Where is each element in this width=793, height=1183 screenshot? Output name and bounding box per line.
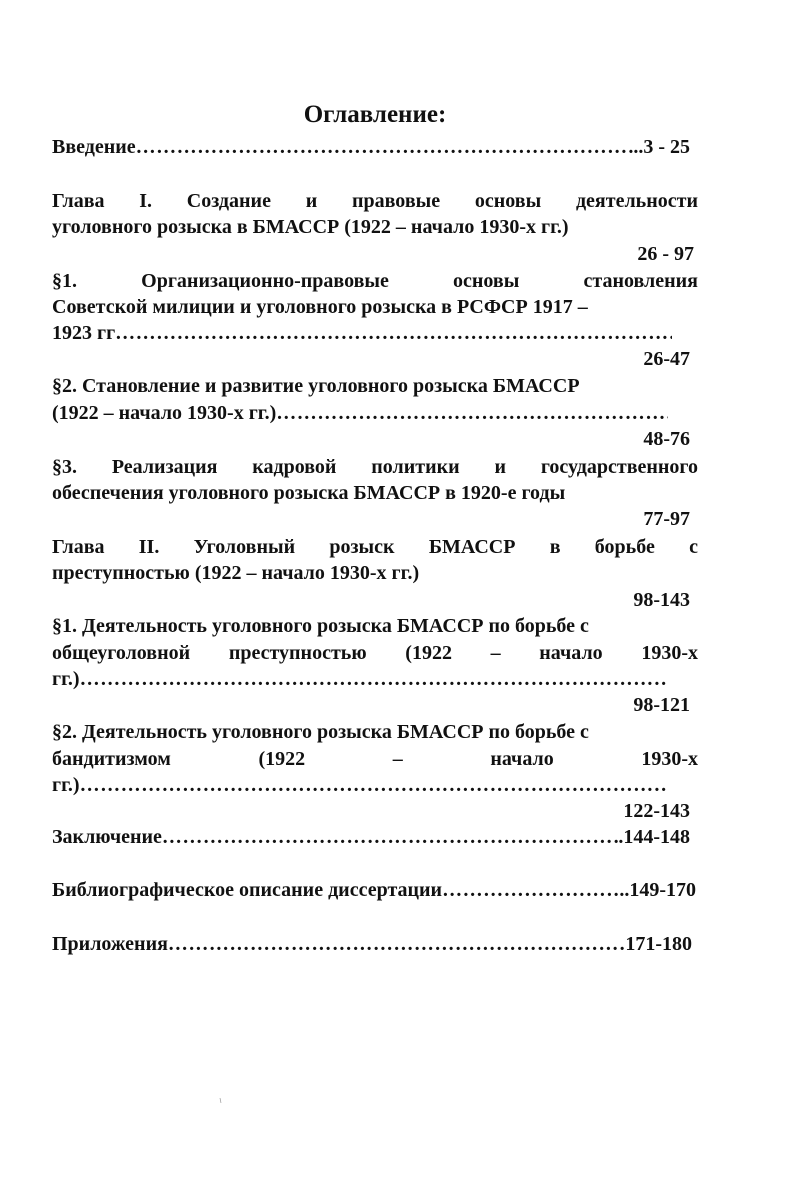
word: государственного	[540, 456, 698, 478]
word: I.	[139, 190, 153, 212]
word: начало	[539, 642, 603, 664]
word: борьбе	[594, 536, 655, 558]
word: Уголовный	[193, 536, 296, 558]
word: основы	[453, 270, 520, 292]
word: основы	[474, 190, 542, 212]
word: начало	[490, 748, 554, 770]
word: политики	[371, 456, 460, 478]
word: становления	[583, 270, 698, 292]
entry-pages: ..3 - 25	[633, 136, 690, 158]
word: –	[490, 642, 501, 664]
word: §3.	[52, 456, 77, 478]
word: преступностью	[228, 642, 367, 664]
entry-text: гг.)	[52, 774, 80, 796]
word: 1930-х	[641, 642, 698, 664]
toc-chapter-1-line-2: уголовного розыска в БМАССР (1922 – начало 1930-х гг.)	[52, 216, 569, 238]
toc-section-1-3-line-1	[52, 454, 698, 480]
word: с	[689, 536, 698, 558]
toc-section-1-1-pages: 26-47	[643, 348, 690, 370]
word: правовые	[352, 190, 441, 212]
toc-section-1-2-pages: 48-76	[643, 428, 690, 450]
word: Глава	[52, 536, 105, 558]
word: Создание	[186, 190, 271, 212]
toc-section-1-1-line-3	[52, 320, 672, 346]
page-title: Оглавление:	[303, 101, 447, 128]
word: БМАССР	[428, 536, 516, 558]
toc-section-2-1-pages: 98-121	[633, 694, 690, 716]
toc-section-1-3-line-2: обеспечения уголовного розыска БМАССР в 1920-е годы	[52, 482, 566, 504]
entry-label: Библиографическое описание диссертации	[52, 879, 443, 901]
entry-pages: ..149-170	[619, 879, 696, 901]
word: и	[305, 190, 318, 212]
dot-leader	[80, 772, 668, 798]
word: деятельности	[575, 190, 698, 212]
toc-chapter-2-line-2: преступностью (1922 – начало 1930-х гг.)	[52, 562, 420, 584]
word: §1.	[52, 270, 77, 292]
word: розыск	[329, 536, 395, 558]
entry-text: гг.)	[52, 668, 80, 690]
toc-chapter-2-pages: 98-143	[633, 589, 690, 611]
entry-label: Заключение	[52, 826, 162, 848]
toc-section-2-1-line-3	[52, 666, 668, 692]
dot-leader	[442, 877, 619, 903]
dot-leader	[80, 666, 668, 692]
word: II.	[138, 536, 160, 558]
word: (1922	[258, 748, 306, 770]
word: (1922	[405, 642, 452, 664]
toc-section-2-2-line-2	[52, 746, 698, 772]
toc-entry-conclusion	[52, 824, 690, 850]
toc-section-1-2-line-2	[52, 400, 668, 426]
dot-leader	[115, 320, 672, 346]
word: –	[392, 748, 403, 770]
toc-section-1-3-pages: 77-97	[643, 508, 690, 530]
scan-speck	[219, 1098, 222, 1103]
word: Организационно-правовые	[141, 270, 389, 292]
entry-text: 1923 гг	[52, 322, 116, 344]
word: 1930-х	[641, 748, 698, 770]
word: кадровой	[252, 456, 337, 478]
toc-section-2-2-line-1: §2. Деятельность уголовного розыска БМАССР по борьбе с	[52, 721, 589, 743]
dot-leader	[136, 134, 634, 160]
toc-entry-introduction	[52, 134, 690, 160]
dot-leader	[162, 824, 618, 850]
entry-label: Введение	[52, 136, 136, 158]
toc-section-1-1-line-1	[52, 268, 698, 294]
toc-section-1-2-line-1: §2. Становление и развитие уголовного розыска БМАССР	[52, 375, 580, 397]
toc-entry-bibliography	[52, 877, 696, 903]
dot-leader	[276, 400, 668, 426]
toc-entry-appendix	[52, 931, 692, 957]
word: Глава	[52, 190, 105, 212]
word: Реализация	[111, 456, 218, 478]
toc-section-2-1-line-2	[52, 640, 698, 666]
toc-chapter-1-pages: 26 - 97	[637, 243, 694, 265]
toc-chapter-2-line-1	[52, 534, 698, 560]
entry-text: (1922 – начало 1930-х гг.)	[52, 402, 277, 424]
word: общеуголовной	[52, 642, 191, 664]
toc-chapter-1-line-1	[52, 188, 698, 214]
word: и	[494, 456, 506, 478]
word: бандитизмом	[52, 748, 171, 770]
word: в	[549, 536, 561, 558]
toc-section-2-1-line-1: §1. Деятельность уголовного розыска БМАССР по борьбе с	[52, 615, 589, 637]
toc-section-2-2-pages: 122-143	[623, 800, 690, 822]
toc-section-1-1-line-2: Советской милиции и уголовного розыска в РСФСР 1917 –	[52, 296, 588, 318]
toc-section-2-2-line-3	[52, 772, 668, 798]
entry-pages: .144-148	[618, 826, 690, 848]
entry-label: Приложения	[52, 933, 168, 955]
entry-pages: 171-180	[625, 933, 692, 955]
dot-leader	[168, 931, 625, 957]
